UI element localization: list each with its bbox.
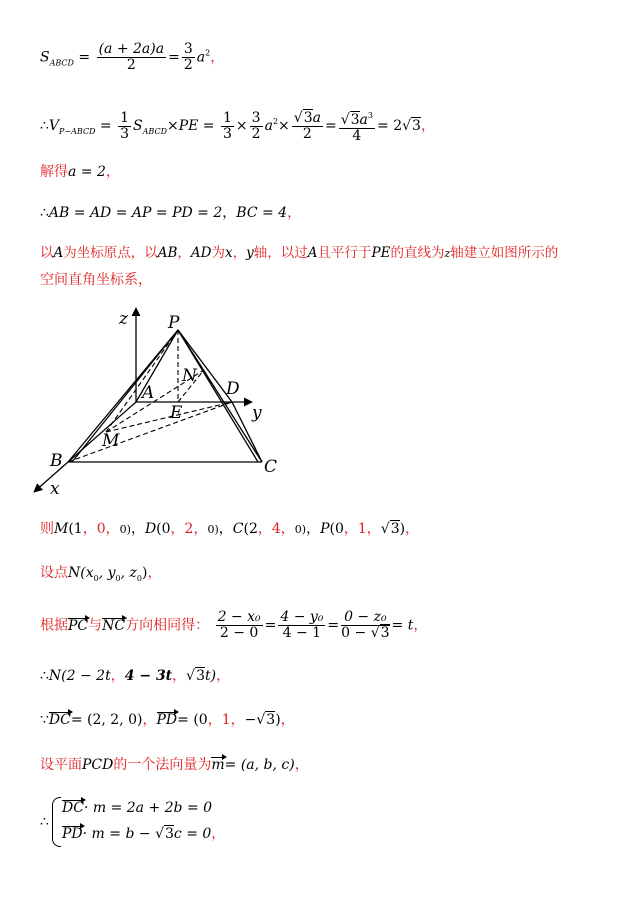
coords-line: 则M(1，0，0)，D(0，2，0)，C(2，4，0)，P(0，1，√3)， xyxy=(40,521,420,537)
normal-vector-line: 设平面PCD的一个法向量为m= (a, b, c)， xyxy=(40,757,309,773)
lengths-line: ∴AB = AD = AP = PD = 2，BC = 4， xyxy=(40,205,302,221)
label-N: N xyxy=(182,366,197,386)
set-N-line: 设点$N(x_0$, $y_0$, $z_0$)， xyxy=(40,565,162,583)
solve-line: 解得a = 2， xyxy=(40,164,120,180)
label-B: B xyxy=(50,451,63,471)
label-y: y xyxy=(252,403,262,423)
label-C: C xyxy=(264,457,278,477)
edge-PM xyxy=(106,330,178,432)
vectors-line: ∵DC= (2, 2, 0)，PD= (0，1，−√3)， xyxy=(40,712,295,728)
system-row-1: DC· m = 2a + 2b = 0 xyxy=(62,800,213,816)
same-direction-line: 根据PC与NC方向相同得： $\frac{\text{2 − x₀}}{2 - 0}$ = $\frac{\text{4 − y₀}}{4 - 1}$ = $\frac{\text{0 − z₀}}{0 - √3}$ = t， xyxy=(40,609,428,641)
label-P: P xyxy=(168,313,180,333)
label-z: z xyxy=(119,309,128,329)
edge-PC2 xyxy=(178,330,258,462)
label-E: E xyxy=(170,403,183,423)
label-x: x xyxy=(50,479,60,499)
label-D: D xyxy=(226,379,240,399)
area-formula: $S_{ABCD}$ = $\frac{(a + 2a)a}{2}$ = $\frac{3}{2}$ $a^2$， xyxy=(40,41,225,73)
edge-MD xyxy=(106,402,232,432)
setup-line-1: 以A为坐标原点，以AB，AD为x，y轴，以过A且平行于PE的直线为z轴建立如图所示的 xyxy=(40,245,559,261)
label-A: A xyxy=(142,383,155,403)
N-expression-line: ∴N(2 − 2t，4 − 3t，√3t)， xyxy=(40,668,231,684)
system-brace xyxy=(52,797,61,847)
volume-formula: $\therefore V_{P-ABCD}$ = $\frac{1}{3}$ $S_{ABCD}\times PE$ = $\frac{1}{3}$ × $\frac{3}{2}$ $a^2\times$ $\frac{√3a}{2}$ = $\frac{√3a^3}{4}$ = 2√3， xyxy=(40,109,435,144)
label-M: M xyxy=(102,431,120,451)
system-row-2: PD· m = b − √3c = 0， xyxy=(62,826,226,842)
system-therefore: ∴ xyxy=(40,814,49,830)
setup-line-2: 空间直角坐标系， xyxy=(40,272,152,288)
